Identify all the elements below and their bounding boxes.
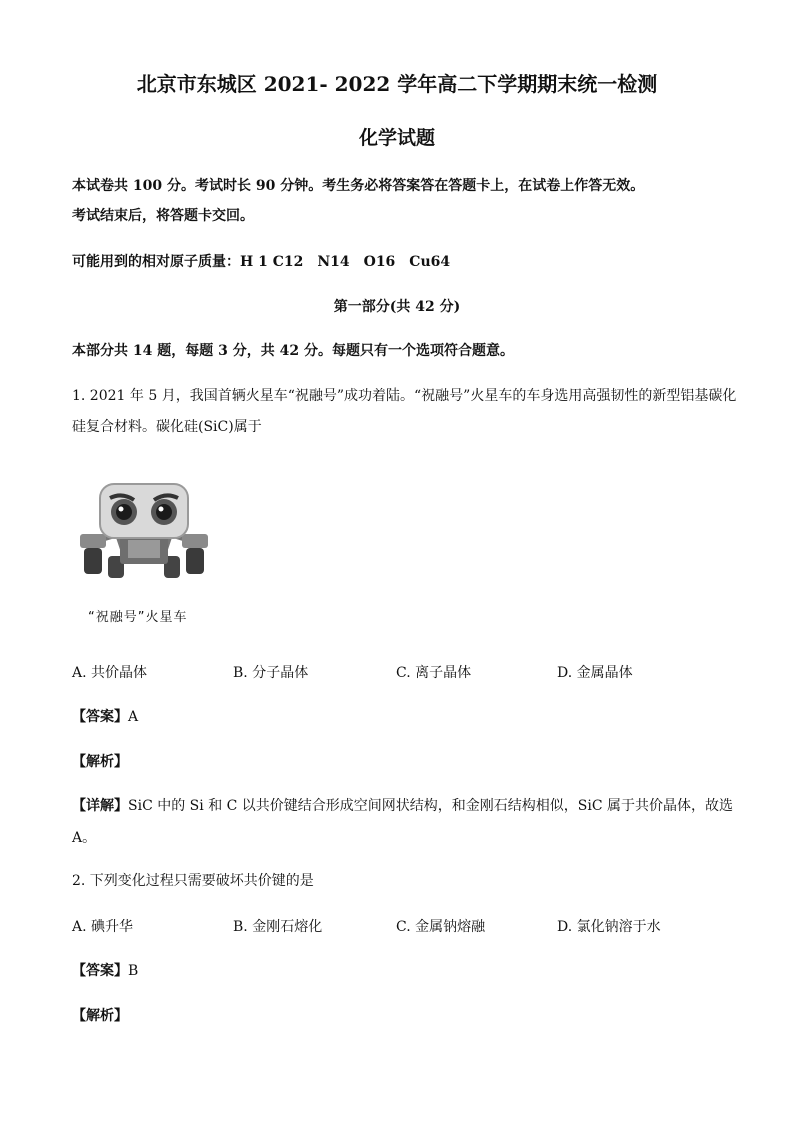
q1-detail-text: SiC 中的 Si 和 C 以共价键结合形成空间网状结构，和金刚石结构相似，SiC 属于共价晶体，故选 [128,798,734,814]
mars-rover-image [78,478,210,582]
q1-option-b: B. 分子晶体 [233,665,309,681]
q2-answer [72,960,138,980]
q1-detail-line-2: A。 [72,830,97,846]
q1-detail-label: 【详解】 [72,798,128,814]
q2-analysis-label: 【解析】 [72,1008,128,1024]
q1-answer [72,706,138,726]
q2-option-d: D. 氯化钠溶于水 [557,919,661,935]
q2-option-a: A. 碘升华 [72,919,134,935]
q2-answer-value: B [128,963,139,979]
q1-analysis [72,751,128,771]
q1-analysis-label: 【解析】 [72,754,128,770]
q1-detail-line-1 [72,795,733,815]
instructions-line-2: 考试结束后，将答题卡交回。 [72,208,254,224]
q1-option-d: D. 金属晶体 [557,665,633,681]
q2-answer-label: 【答案】 [72,963,128,979]
atomic-mass-note: 可能用到的相对原子质量：H 1 C12 N14 O16 Cu64 [72,254,451,270]
instructions-line-1: 本试卷共 100 分。考试时长 90 分钟。考生务必将答案答在答题卡上，在试卷上作答无效。 [72,178,645,194]
q2-stem: 2. 下列变化过程只需要破坏共价键的是 [72,873,314,889]
part1-description: 本部分共 14 题，每题 3 分，共 42 分。每题只有一个选项符合题意。 [72,343,514,359]
q1-answer-value: A [128,709,139,725]
q1-option-c: C. 离子晶体 [396,665,472,681]
q1-stem-line-1: 1. 2021 年 5 月，我国首辆火星车“祝融号”成功着陆。“祝融号”火星车的车身选用高强韧性的新型铝基碳化 [72,388,737,404]
part1-heading: 第一部分(共 42 分) [333,299,461,315]
exam-title: 北京市东城区 2021- 2022 学年高二下学期期末统一检测 [136,72,658,96]
mars-rover-caption: “祝融号”火星车 [88,610,188,625]
exam-subtitle: 化学试题 [358,127,435,149]
q2-analysis [72,1005,128,1025]
q2-option-c: C. 金属钠熔融 [396,919,486,935]
q2-option-b: B. 金刚石熔化 [233,919,323,935]
q1-answer-label: 【答案】 [72,709,128,725]
q1-stem-line-2: 硅复合材料。碳化硅(SiC)属于 [72,419,262,435]
q1-option-a: A. 共价晶体 [72,665,148,681]
